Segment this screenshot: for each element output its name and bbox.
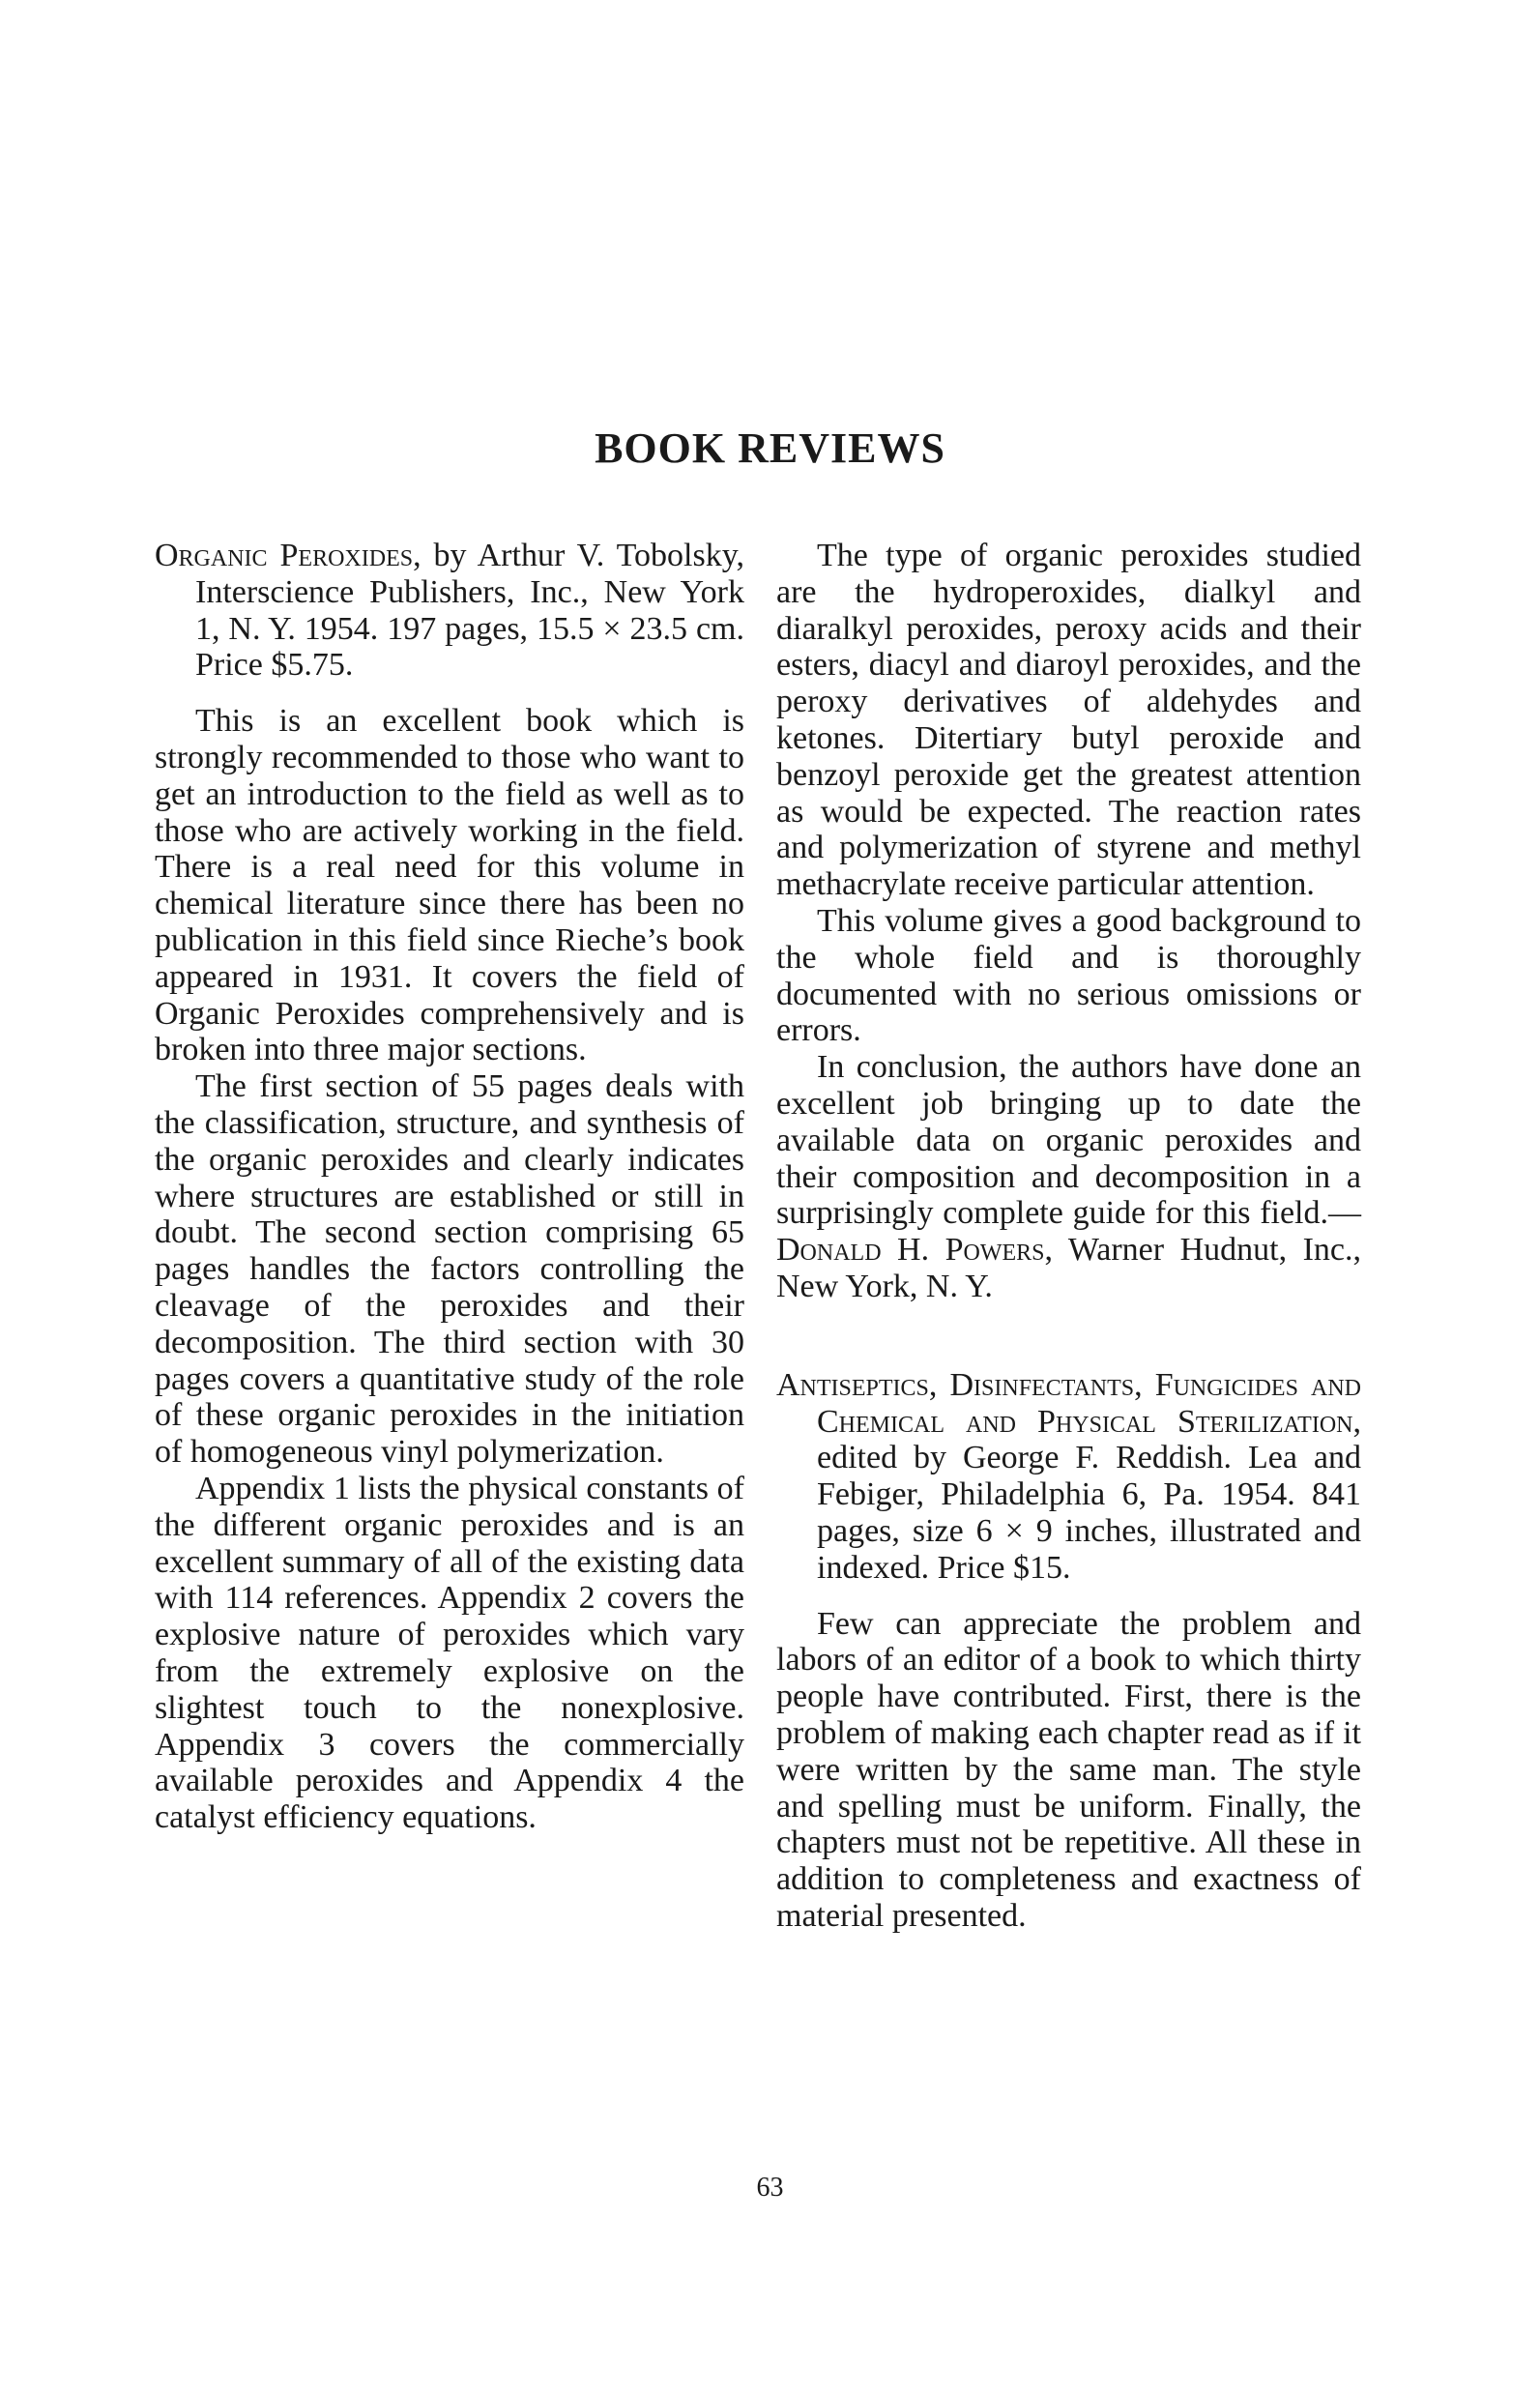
page-title: BOOK REVIEWS bbox=[595, 424, 945, 472]
review-1-book-title: Organic Peroxides bbox=[155, 538, 414, 573]
page-number: 63 bbox=[756, 2173, 784, 2203]
review-1-closing-text: In conclusion, the authors have done an excellent job bringing up to date the available data on organic peroxides and their composition and decomposition in a surprisingly complete guide for this field.— bbox=[776, 1049, 1361, 1232]
right-column bbox=[776, 538, 1361, 1935]
review-1-paragraph-2: The first section of 55 pages deals with the classification, structure, and synthesis of the organic peroxides and clearly indicates where structures are established or still in doubt. The second section comprising 65 pages handles the factors controlling the cleavage of the peroxides and their decomposition. The third section with 30 pages covers a quantitative study of the role of these organic peroxides in the initiation of homogeneous vinyl polymerization. bbox=[155, 1068, 744, 1471]
review-2-paragraph-1: Few can appreciate the problem and labors of an editor of a book to which thirty people have contributed. First, there is the problem of making each chapter read as if it were written by the same man. The style and spelling must be uniform. Finally, the chapters must not be repetitive. All these in addition to completeness and exactness of material presented. bbox=[776, 1605, 1361, 1934]
review-1-paragraph-3: Appendix 1 lists the physical constants of the different organic peroxides and is an excellent summary of all of the existing data with 114 references. Appendix 2 covers the explosive nature of peroxides which vary from the extremely explosive on the slightest touch to the nonexplosive. Appendix 3 covers the commercially available peroxides and Appendix 4 the catalyst efficiency equations. bbox=[155, 1470, 744, 1836]
review-1-paragraph-1: This is an excellent book which is strongly recommended to those who want to get an introduction to the field as well as to those who are actively working in the field. There is a real need for this volume in chemical literature since there has been no publication in this field since Rieche’s book appeared in 1931. It covers the field of Organic Peroxides comprehensively and is broken into three major sections. bbox=[155, 703, 744, 1068]
review-1-citation-details: , by Arthur V. Tobolsky, Interscience Publishers, Inc., New York 1, N. Y. 1954. 197 pages, 15.5 × 23.5 cm. Price $5.75. bbox=[195, 538, 744, 684]
review-2-citation bbox=[776, 1367, 1361, 1587]
reviewer-affiliation: , Warner Hudnut, Inc., New York, N. Y. bbox=[776, 1232, 1361, 1304]
reviewer-name: Donald H. Powers bbox=[776, 1232, 1045, 1269]
left-column bbox=[155, 538, 744, 1836]
review-1-citation bbox=[155, 538, 744, 684]
review-1-paragraph-5: This volume gives a good background to the whole field and is thoroughly documented with no serious omissions or errors. bbox=[776, 902, 1361, 1049]
review-1-paragraph-4: The type of organic peroxides studied are the hydroperoxides, dialkyl and diaralkyl peroxides, peroxy acids and their esters, diacyl and diaroyl peroxides, and the peroxy derivatives of aldehydes and ketones. Ditertiary butyl peroxide and benzoyl peroxide get the greatest attention as would be expected. The reaction rates and polymerization of styrene and methyl methacrylate receive particular attention. bbox=[776, 538, 1361, 903]
review-1-closing bbox=[776, 1049, 1361, 1305]
review-2-book-title: Antiseptics, Disinfectants, Fungicides and Chemical and Physical Sterilization bbox=[776, 1366, 1361, 1440]
review-2-citation-details: , edited by George F. Reddish. Lea and Febiger, Philadelphia 6, Pa. 1954. 841 pages, size 6 × 9 inches, illustrated and indexed. Price $15. bbox=[817, 1403, 1361, 1586]
